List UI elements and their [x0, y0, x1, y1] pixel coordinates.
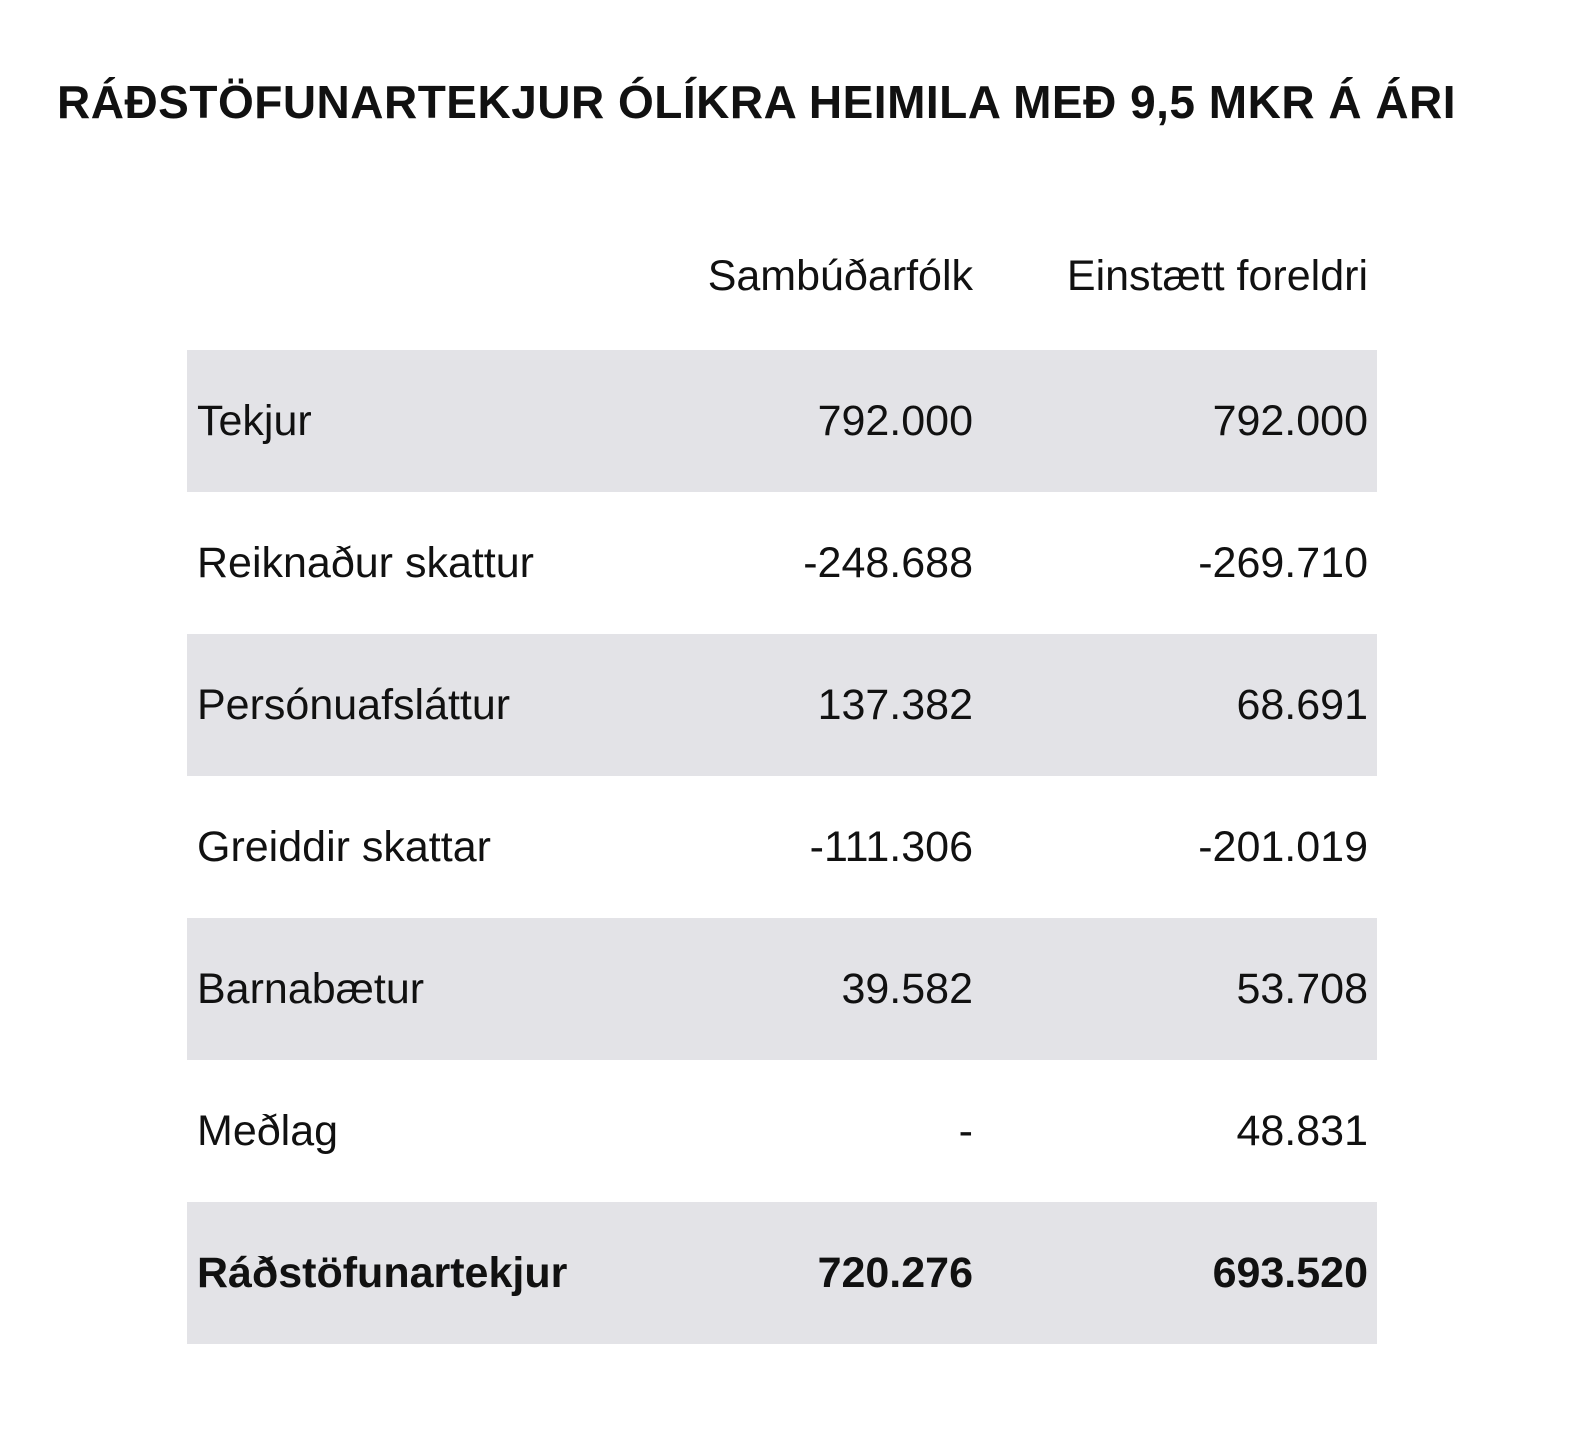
row-value-single-parent: 792.000: [1212, 396, 1368, 445]
row-value-single-parent: 68.691: [1236, 680, 1368, 729]
table-row: [187, 492, 1377, 634]
row-value-single-parent: 53.708: [1236, 964, 1368, 1013]
row-value-couple: 792.000: [817, 396, 973, 445]
table-row: [187, 1060, 1377, 1202]
table-row: [187, 918, 1377, 1060]
table-row-total: [187, 1202, 1377, 1344]
row-value-couple: -248.688: [803, 538, 973, 587]
row-value-couple-total: 720.276: [817, 1248, 973, 1297]
table-row: [187, 350, 1377, 492]
income-table: [187, 232, 1377, 1344]
row-label-total: Ráðstöfunartekjur: [197, 1248, 568, 1297]
row-value-single-parent: 48.831: [1236, 1106, 1368, 1155]
row-value-couple: -111.306: [809, 822, 973, 871]
row-label: Meðlag: [197, 1106, 339, 1155]
row-value-single-parent-total: 693.520: [1212, 1248, 1368, 1297]
table-header: [187, 232, 1377, 350]
row-label: Tekjur: [197, 396, 312, 445]
row-value-single-parent: -269.710: [1198, 538, 1368, 587]
page-title: RÁÐSTÖFUNARTEKJUR ÓLÍKRA HEIMILA MEÐ 9,5 MKR Á ÁRI: [57, 76, 1457, 128]
row-label: Reiknaður skattur: [197, 538, 534, 587]
row-value-couple: -: [958, 1106, 973, 1155]
table-row: [187, 776, 1377, 918]
column-header-single-parent: Einstætt foreldri: [1066, 252, 1368, 300]
row-label: Greiddir skattar: [197, 822, 491, 871]
table-row: [187, 634, 1377, 776]
row-value-couple: 137.382: [817, 680, 973, 729]
row-label: Persónuafsláttur: [197, 680, 511, 729]
row-label: Barnabætur: [197, 964, 425, 1013]
row-value-single-parent: -201.019: [1198, 822, 1368, 871]
column-header-couple: Sambúðarfólk: [707, 252, 973, 300]
row-value-couple: 39.582: [841, 964, 973, 1013]
